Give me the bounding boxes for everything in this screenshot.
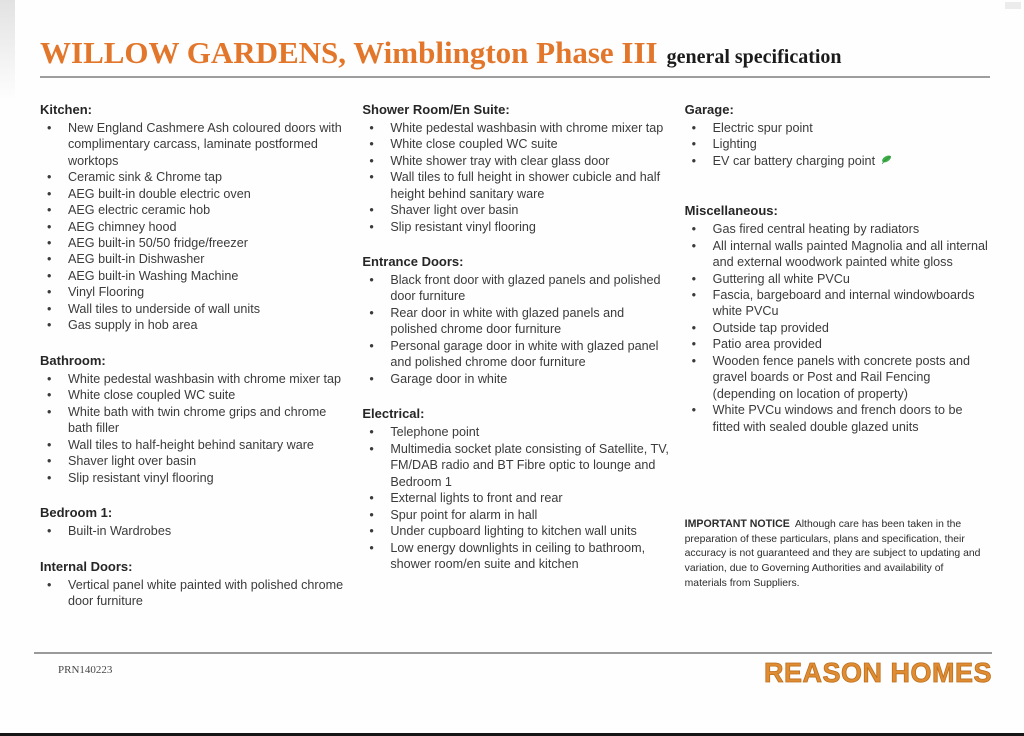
list-item: • AEG built-in Washing Machine — [40, 268, 347, 284]
list-item: • Patio area provided — [685, 336, 992, 352]
column-2 — [362, 102, 669, 629]
column-3 — [685, 102, 992, 629]
list-item: • Vinyl Flooring — [40, 284, 347, 300]
list-item: • White close coupled WC suite — [40, 387, 347, 403]
page-title — [40, 36, 990, 70]
section-electrical — [362, 406, 669, 572]
list-item: • Wall tiles to underside of wall units — [40, 301, 347, 317]
spec-list — [40, 120, 347, 334]
important-notice — [685, 517, 992, 591]
notice-text: Although care has been taken in the preparation of these particulars, plans and specification, their accuracy is not guaranteed and they are subject to updating and variation, due to Governing Authorities and availability of materials from Suppliers. — [684, 519, 981, 589]
list-item: • Wall tiles to full height in shower cubicle and half height behind sanitary ware — [362, 169, 669, 202]
reference-number: PRN140223 — [58, 664, 113, 676]
development-name: WILLOW GARDENS, Wimblington Phase III — [40, 35, 658, 70]
section-kitchen — [40, 102, 347, 334]
list-item: • Lighting — [685, 136, 992, 152]
list-item: • All internal walls painted Magnolia and all internal and external woodwork painted white gloss — [685, 238, 992, 271]
section-heading: Shower Room/En Suite: — [362, 101, 510, 117]
list-item: • Fascia, bargeboard and internal windowboards white PVCu — [685, 287, 992, 320]
column-1 — [40, 102, 347, 629]
section-garage — [685, 102, 992, 170]
list-item: • White bath with twin chrome grips and chrome bath filler — [40, 404, 347, 437]
list-item: • Built-in Wardrobes — [40, 523, 347, 539]
spec-list — [685, 120, 992, 170]
list-item: • EV car battery charging point — [685, 153, 992, 170]
section-heading: Entrance Doors: — [362, 253, 464, 269]
title-subtitle: general specification — [666, 46, 842, 68]
page-header — [40, 36, 990, 78]
list-item: • AEG built-in double electric oven — [40, 186, 347, 202]
list-item: • Garage door in white — [362, 371, 669, 387]
section-bathroom — [40, 353, 347, 486]
spec-list — [40, 371, 347, 486]
list-item: • Wooden fence panels with concrete posts and gravel boards or Post and Rail Fencing (depending on location of property) — [685, 353, 992, 402]
list-item: • Under cupboard lighting to kitchen wall units — [362, 523, 669, 539]
section-heading: Miscellaneous: — [684, 203, 778, 219]
list-item: • Personal garage door in white with glazed panel and polished chrome door furniture — [362, 338, 669, 371]
list-item: • Electric spur point — [685, 120, 992, 136]
notice-label: IMPORTANT NOTICE — [684, 518, 790, 531]
section-shower-room-en-suite — [362, 102, 669, 235]
section-heading: Bathroom: — [40, 352, 106, 368]
reason-homes-logo: REASON HOMES — [763, 656, 992, 689]
section-heading: Kitchen: — [40, 101, 92, 117]
list-item: • Slip resistant vinyl flooring — [362, 219, 669, 235]
list-item: • AEG electric ceramic hob — [40, 202, 347, 218]
list-item: • Black front door with glazed panels and polished door furniture — [362, 272, 669, 305]
list-item: • Spur point for alarm in hall — [362, 507, 669, 523]
list-item: • New England Cashmere Ash coloured doors with complimentary carcass, laminate postformed worktops — [40, 120, 347, 169]
section-internal-doors — [40, 559, 347, 610]
scan-mark-artifact — [1005, 2, 1021, 9]
spec-columns — [0, 78, 1024, 629]
spec-list — [362, 120, 669, 235]
list-item: • White PVCu windows and french doors to be fitted with sealed double glazed units — [685, 402, 992, 435]
list-item: • AEG chimney hood — [40, 219, 347, 235]
page-footer — [34, 652, 992, 689]
spec-list — [685, 221, 992, 435]
list-item: • White close coupled WC suite — [362, 136, 669, 152]
list-item: • White shower tray with clear glass door — [362, 153, 669, 169]
list-item: • Low energy downlights in ceiling to bathroom, shower room/en suite and kitchen — [362, 540, 669, 573]
list-item: • Wall tiles to half-height behind sanitary ware — [40, 437, 347, 453]
list-item: • AEG built-in 50/50 fridge/freezer — [40, 235, 347, 251]
list-item: • Shaver light over basin — [362, 202, 669, 218]
list-item: • Multimedia socket plate consisting of Satellite, TV, FM/DAB radio and BT Fibre optic to lounge and Bedroom 1 — [362, 441, 669, 490]
list-item: • External lights to front and rear — [362, 490, 669, 506]
list-item: • AEG built-in Dishwasher — [40, 251, 347, 267]
list-item: • Rear door in white with glazed panels and polished chrome door furniture — [362, 305, 669, 338]
list-item: • Guttering all white PVCu — [685, 271, 992, 287]
list-item: • Slip resistant vinyl flooring — [40, 470, 347, 486]
list-item: • Gas fired central heating by radiators — [685, 221, 992, 237]
section-heading: Bedroom 1: — [40, 505, 113, 521]
list-item: • White pedestal washbasin with chrome mixer tap — [362, 120, 669, 136]
section-heading: Internal Doors: — [40, 558, 133, 574]
section-entrance-doors — [362, 254, 669, 387]
section-heading: Electrical: — [362, 406, 425, 422]
spec-list — [40, 523, 347, 539]
section-heading: Garage: — [684, 101, 734, 117]
list-item: • Telephone point — [362, 424, 669, 440]
section-miscellaneous — [685, 203, 992, 435]
spec-list — [362, 272, 669, 387]
list-item: • White pedestal washbasin with chrome mixer tap — [40, 371, 347, 387]
spec-list — [362, 424, 669, 572]
list-item: • Vertical panel white painted with polished chrome door furniture — [40, 577, 347, 610]
list-item: • Shaver light over basin — [40, 453, 347, 469]
leaf-icon — [880, 153, 893, 170]
scan-edge-artifact — [0, 0, 15, 100]
spec-list — [40, 577, 347, 610]
list-item: • Outside tap provided — [685, 320, 992, 336]
list-item: • Ceramic sink & Chrome tap — [40, 169, 347, 185]
list-item: • Gas supply in hob area — [40, 317, 347, 333]
section-bedroom-1 — [40, 505, 347, 539]
